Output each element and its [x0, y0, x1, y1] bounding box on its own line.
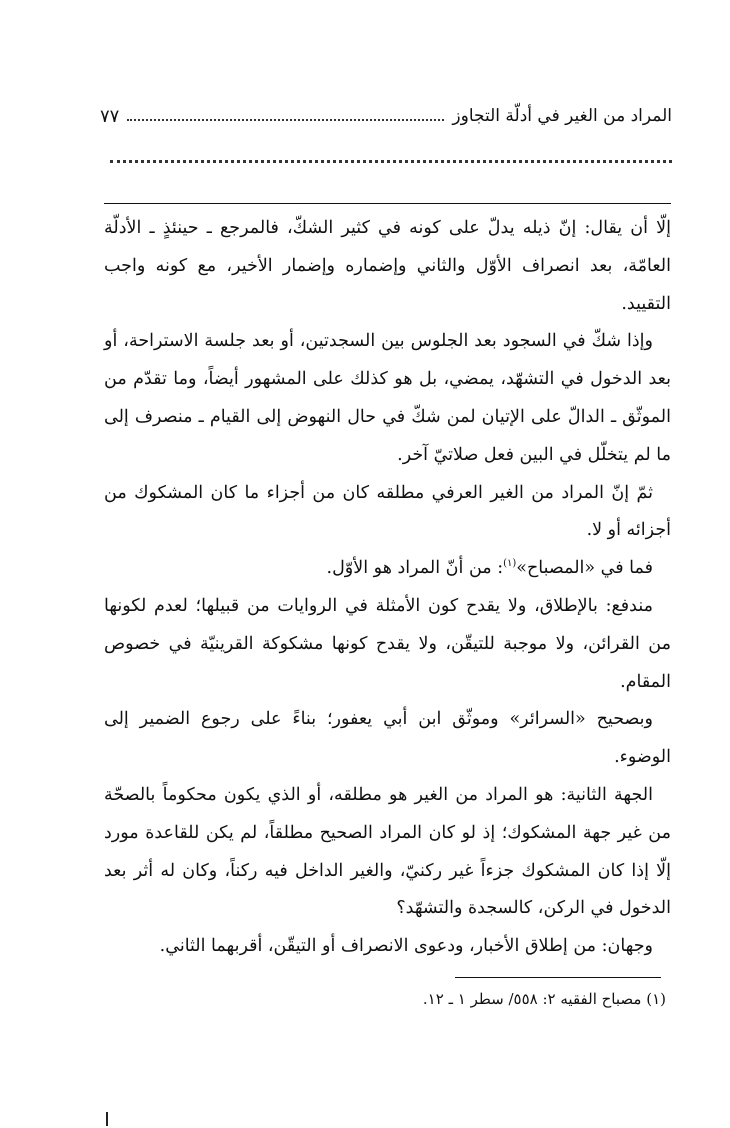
paragraph-5: مندفع: بالإطلاق، ولا يقدح كون الأمثلة في الروايات من قبيلها؛ لعدم لكونها من القرائن، ولا موجبة للتيقّن، ولا يقدح كونها مشكوكة القرينيّة في خصوص المقام.: [104, 595, 671, 692]
paragraph-3: ثمّ إنّ المراد من الغير العرفي مطلقه كان من أجزاء ما كان المشكوك من أجزائه أو لا.: [104, 482, 671, 541]
running-header-title: المراد من الغير في أدلّة التجاوز: [452, 106, 672, 126]
header-leader-dots: [127, 119, 444, 121]
paragraph-4-lead: فما في «المصباح»: [516, 558, 653, 579]
paragraph-7: الجهة الثانية: هو المراد من الغير هو مطلقه، أو الذي يكون محكوماً بالصحّة من غير جهة المشكوك؛ إذ لو كان المراد الصحيح مطلقاً، لم يكن للقاعدة مورد إلّا إذا كان المشكوك جزءاً غير ركنيّ، والغير الداخل فيه ركناً، وكان له أثر بعد الدخول في الركن، كالسجدة والتشهّد؟: [104, 784, 671, 919]
running-header: [100, 96, 672, 136]
dotted-separator: [110, 160, 672, 163]
header-rule: [104, 203, 671, 204]
body-text: [104, 210, 671, 966]
paragraph-1: إلّا أن يقال: إنّ ذيله يدلّ على كونه في كثير الشكّ، فالمرجع ـ حينئذٍ ـ الأدلّة العامّة، بعد انصراف الأوّل والثاني وإضماره وإضمار الأخير، مع كونه واجب التقييد.: [104, 218, 671, 314]
paragraph-4: [104, 550, 671, 588]
bottom-margin-mark: [106, 1112, 108, 1126]
page-number: ٧٧: [100, 105, 120, 127]
paragraph-8: وجهان: من إطلاق الأخبار، ودعوى الانصراف أو التيقّن، أقربهما الثاني.: [159, 936, 653, 957]
paragraph-4-rest: : من أنّ المراد هو الأوّل.: [326, 558, 504, 579]
footnote-rule: [455, 977, 661, 978]
footnote-ref: (١): [503, 558, 517, 570]
paragraph-2: وإذا شكّ في السجود بعد الجلوس بين السجدتين، أو بعد جلسة الاستراحة، أو بعد الدخول في التشهّد، يمضي، بل هو كذلك على المشهور أيضاً، وما تقدّم من الموثّق ـ الدالّ على الإتيان لمن شكّ في حال النهوض إلى القيام ـ منصرف إلى ما لم يتخلّل في البين فعل صلاتيّ آخر.: [104, 331, 671, 465]
paragraph-6: وبصحيح «السرائر» وموثّق ابن أبي يعفور؛ بناءً على رجوع الضمير إلى الوضوء.: [104, 709, 671, 768]
footnote: (١) مصباح الفقيه ٢: ٥٥٨/ سطر ١ ـ ١٢.: [422, 990, 666, 1008]
